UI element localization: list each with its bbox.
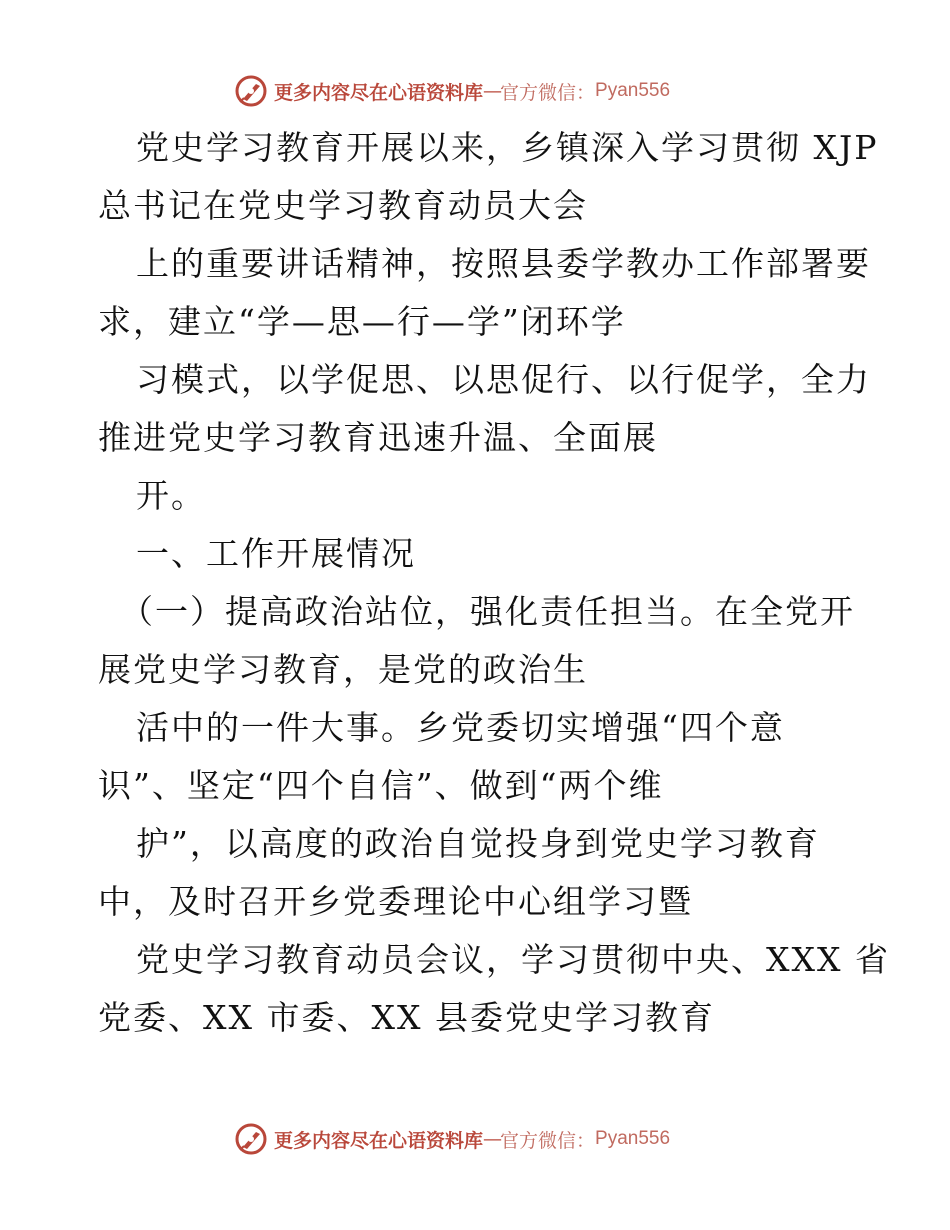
banner-wechat-label: 官方微信： [500, 1129, 596, 1152]
banner-wechat-id: Pyan556 [595, 1128, 671, 1149]
text-line: 推进党史学习教育迅速升温、全面展 [98, 418, 658, 457]
text-line: 党史学习教育开展以来，乡镇深入学习贯彻 XJP [136, 128, 879, 167]
banner-dash: — [483, 1128, 501, 1150]
quill-pen-logo-icon [234, 74, 268, 108]
text-line: 活中的一件大事。乡党委切实增强“四个意 [136, 708, 785, 747]
text-line: 党史学习教育动员会议，学习贯彻中央、XXX 省 [136, 940, 890, 979]
text-line: 开。 [136, 476, 206, 515]
text-line: 求，建立“学—思—行—学”闭环学 [98, 302, 626, 341]
text-line: 上的重要讲话精神，按照县委学教办工作部署要 [136, 244, 871, 283]
section-heading: 一、工作开展情况 [136, 534, 416, 573]
text-line: 中，及时召开乡党委理论中心组学习暨 [98, 882, 693, 921]
banner-wechat-label: 官方微信： [500, 81, 596, 104]
quill-pen-logo-icon [234, 1122, 268, 1156]
banner-title: 更多内容尽在心语资料库 [274, 1129, 484, 1152]
footer-banner [234, 1122, 670, 1156]
text-line: 展党史学习教育，是党的政治生 [98, 650, 588, 689]
text-line: 护”，以高度的政治自觉投身到党史学习教育 [136, 824, 820, 863]
header-banner [234, 74, 670, 108]
banner-dash: — [483, 80, 501, 102]
text-line: 习模式，以学促思、以思促行、以行促学，全力 [136, 360, 871, 399]
text-line: 识”、坚定“四个自信”、做到“两个维 [98, 766, 664, 805]
text-line: 总书记在党史学习教育动员大会 [98, 186, 588, 225]
banner-wechat-id: Pyan556 [595, 80, 671, 101]
text-line: 党委、XX 市委、XX 县委党史学习教育 [98, 998, 715, 1037]
text-line: （一）提高政治站位，强化责任担当。在全党开 [120, 592, 855, 631]
banner-title: 更多内容尽在心语资料库 [274, 81, 484, 104]
